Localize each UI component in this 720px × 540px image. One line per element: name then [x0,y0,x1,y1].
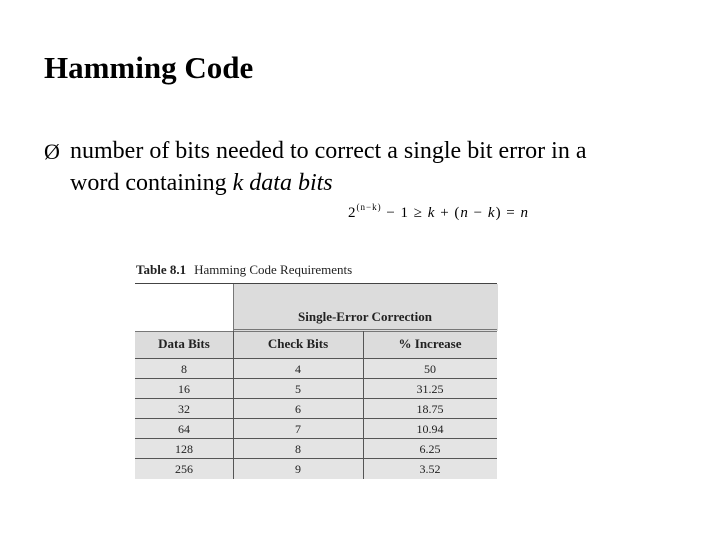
cell-check-bits: 7 [295,422,301,436]
table-caption [136,262,352,278]
formula-exponent: (n−k) [356,202,382,212]
cell-check-bits: 6 [295,402,301,416]
group-header-rule [233,329,497,330]
cell-percent-increase: 10.94 [416,422,444,436]
cell-data-bits: 8 [181,362,187,376]
formula-base: 2 [348,205,357,221]
cell-data-bits: 128 [175,442,193,456]
formula-k1: k [427,205,436,221]
group-header: Single-Error Correction [298,309,432,324]
table-caption-number: Table 8.1 [136,262,187,277]
table-caption-text: Hamming Code Requirements [194,262,353,277]
formula-mid1: + ( [435,205,461,221]
column-header-percent-increase: % Increase [398,336,462,351]
formula-k2: k [487,205,496,221]
table-row [135,378,497,399]
formula-mid2: − [468,205,488,221]
cell-percent-increase: 50 [424,362,436,376]
cell-data-bits: 16 [178,382,190,396]
cell-data-bits: 32 [178,402,190,416]
column-divider [233,331,234,479]
cell-percent-increase: 31.25 [416,382,444,396]
cell-check-bits: 5 [295,382,301,396]
cell-percent-increase: 3.52 [419,462,441,476]
hamming-formula [348,202,529,222]
cell-check-bits: 9 [295,462,301,476]
cell-data-bits: 64 [178,422,190,436]
cell-percent-increase: 18.75 [416,402,444,416]
slide-title: Hamming Code [44,50,254,85]
formula-n2: n [520,205,530,221]
cell-check-bits: 8 [295,442,301,456]
table-row [135,398,497,419]
table-row [135,458,497,479]
cell-check-bits: 4 [295,362,301,376]
table-row [135,358,497,379]
table-row [135,438,497,459]
bullet-text [44,135,694,199]
cell-percent-increase: 6.25 [419,442,441,456]
formula-rest: − 1 ≥ [381,205,428,221]
column-header-check-bits: Check Bits [267,336,329,351]
bullet-line-2-prefix: word containing [70,170,233,196]
formula-n1: n [460,205,469,221]
formula-mid3: ) = [495,205,521,221]
column-divider [363,331,364,479]
bullet-line-2 [70,167,694,199]
bullet-line-2-italic: k data bits [232,170,333,196]
hamming-requirements-table [135,283,497,479]
arrow-bullet-icon: Ø [44,139,60,164]
cell-data-bits: 256 [175,462,193,476]
bullet-point [44,135,694,199]
column-header-data-bits: Data Bits [158,336,210,351]
table-row [135,418,497,439]
bullet-line-1: number of bits needed to correct a single bit error in a [70,138,587,164]
